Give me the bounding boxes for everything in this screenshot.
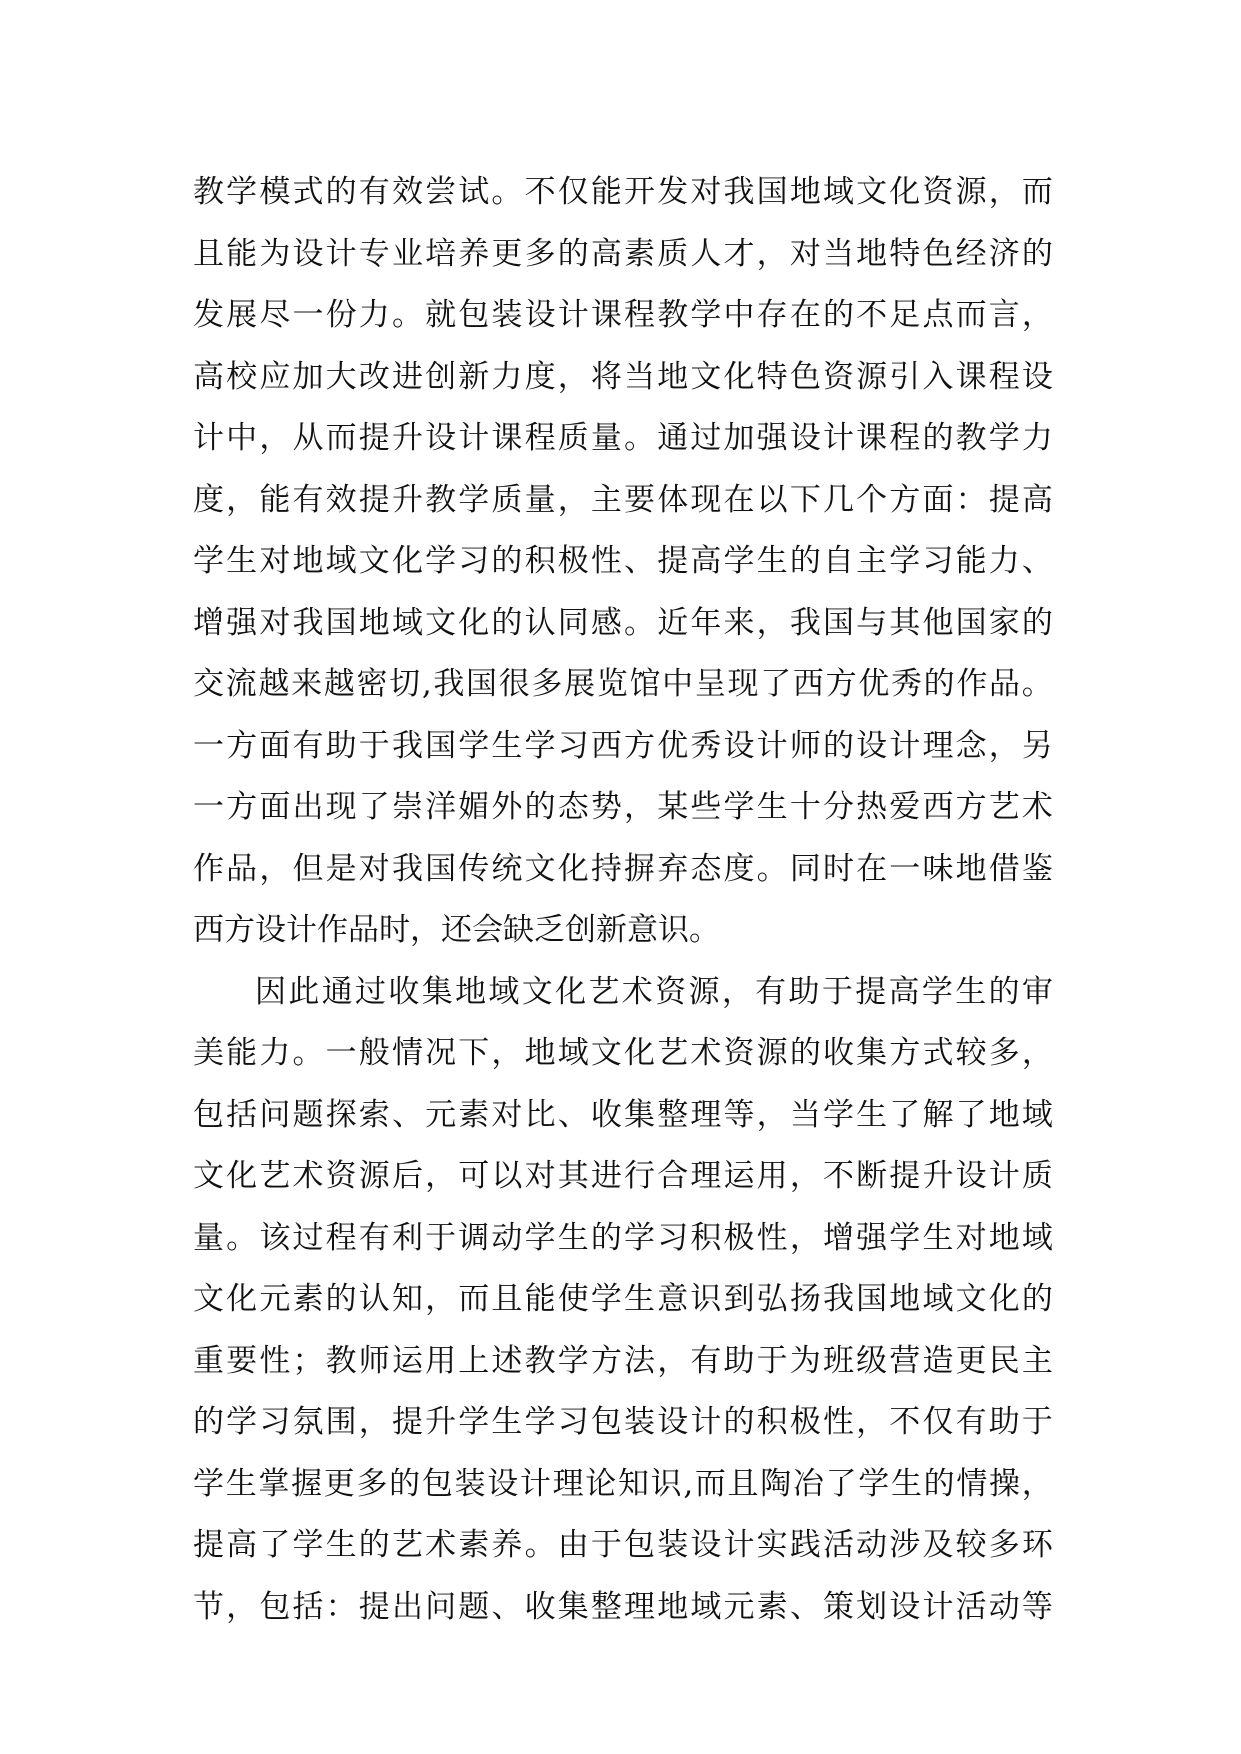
text-line: 节 ， 包 括 ： 提 出 问 题 、 收 集 整 理 地 域 元 素 、 策 划 设 计 活 动 等 bbox=[193, 1588, 1053, 1625]
text-line: 增 强 对 我 国 地 域 文 化 的 认 同 感 。 近 年 来 ， 我 国 与 其 他 国 家 的 bbox=[193, 604, 1053, 641]
text-line: 一 方 面 出 现 了 崇 洋 媚 外 的 态 势 ， 某 些 学 生 十 分 热 爱 西 方 艺 术 bbox=[193, 789, 1053, 825]
text-line: 包 括 问 题 探 索 、 元 素 对 比 、 收 集 整 理 等 ， 当 学 生 了 解 了 地 域 bbox=[193, 1096, 1053, 1133]
text-line: 一 方 面 有 助 于 我 国 学 生 学 习 西 方 优 秀 设 计 师 的 设 计 理 念 ， 另 bbox=[193, 727, 1053, 764]
text-line: 量 。 该 过 程 有 利 于 调 动 学 生 的 学 习 积 极 性 ， 增 强 学 生 对 地 域 bbox=[193, 1219, 1053, 1256]
text-line: 西方设计作品时，还会缺乏创新意识。 bbox=[193, 912, 720, 948]
text-line: 文 化 艺 术 资 源 后 ， 可 以 对 其 进 行 合 理 运 用 ， 不 断 提 升 设 计 质 bbox=[193, 1158, 1053, 1194]
paragraph-2 bbox=[193, 962, 1053, 1639]
text-line: 教 学 模 式 的 有 效 尝 试 。 不 仅 能 开 发 对 我 国 地 域 文 化 资 源 ， 而 bbox=[193, 174, 1053, 210]
text-line: 学 生 对 地 域 文 化 学 习 的 积 极 性 、 提 高 学 生 的 自 主 学 习 能 力 、 bbox=[193, 543, 1053, 579]
text-line: 重 要 性 ； 教 师 运 用 上 述 教 学 方 法 ， 有 助 于 为 班 级 营 造 更 民 主 bbox=[193, 1342, 1053, 1379]
text-line: 计 中 ， 从 而 提 升 设 计 课 程 质 量 。 通 过 加 强 设 计 课 程 的 教 学 力 bbox=[193, 420, 1053, 456]
text-line: 的 学 习 氛 围 ， 提 升 学 生 学 习 包 装 设 计 的 积 极 性 ， 不 仅 有 助 于 bbox=[193, 1404, 1053, 1440]
document-page bbox=[193, 162, 1053, 1638]
text-line: 文 化 元 素 的 认 知 ， 而 且 能 使 学 生 意 识 到 弘 扬 我 国 地 域 文 化 的 bbox=[193, 1281, 1053, 1317]
text-line: 且 能 为 设 计 专 业 培 养 更 多 的 高 素 质 人 才 ， 对 当 地 特 色 经 济 的 bbox=[193, 235, 1053, 272]
text-line: 交 流 越 来 越 密 切 , 我 国 很 多 展 览 馆 中 呈 现 了 西 方 优 秀 的 作 品 。 bbox=[193, 666, 1053, 702]
text-line: 学 生 掌 握 更 多 的 包 装 设 计 理 论 知 识 , 而 且 陶 冶 了 学 生 的 情 操 ， bbox=[193, 1465, 1053, 1502]
text-line: 美 能 力 。 一 般 情 况 下 ， 地 域 文 化 艺 术 资 源 的 收 集 方 式 较 多 ， bbox=[193, 1035, 1053, 1071]
text-line: 高 校 应 加 大 改 进 创 新 力 度 ， 将 当 地 文 化 特 色 资 源 引 入 课 程 设 bbox=[193, 358, 1053, 395]
text-line: 发 展 尽 一 份 力 。 就 包 装 设 计 课 程 教 学 中 存 在 的 不 足 点 而 言 ， bbox=[193, 297, 1053, 333]
text-line: 度 ， 能 有 效 提 升 教 学 质 量 ， 主 要 体 现 在 以 下 几 个 方 面 ： 提 高 bbox=[193, 481, 1053, 518]
paragraph-1 bbox=[193, 162, 1053, 962]
text-line: 作 品 ， 但 是 对 我 国 传 统 文 化 持 摒 弃 态 度 。 同 时 在 一 味 地 借 鉴 bbox=[193, 850, 1053, 887]
text-line: 因 此 通 过 收 集 地 域 文 化 艺 术 资 源 ， 有 助 于 提 高 学 生 的 审 bbox=[255, 973, 1053, 1010]
text-line: 提 高 了 学 生 的 艺 术 素 养 。 由 于 包 装 设 计 实 践 活 动 涉 及 较 多 环 bbox=[193, 1527, 1053, 1563]
